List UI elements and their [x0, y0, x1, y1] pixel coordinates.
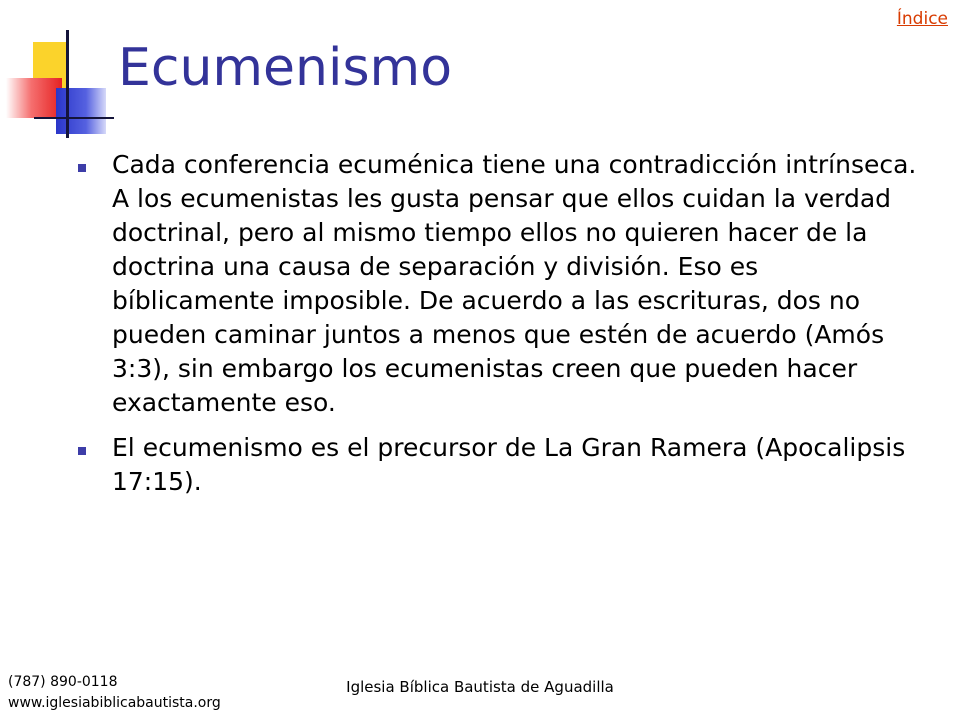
logo-blue-square: [56, 88, 106, 134]
square-bullet-icon: [78, 447, 86, 455]
footer-phone: (787) 890-0118: [8, 674, 118, 690]
bullet-text: Cada conferencia ecuménica tiene una contradicción intrínseca. A los ecumenistas les gusta pensar que ellos cuidan la verdad doctrinal, pero al mismo tiempo ellos no quieren hacer de la doctrina una causa de separación y división. Eso es bíblicamente imposible. De acuerdo a las escrituras, dos no pueden caminar juntos a menos que estén de acuerdo (Amós 3:3), sin embargo los ecumenistas creen que pueden hacer exactamente eso.: [112, 150, 917, 417]
slide-title: Ecumenismo: [118, 38, 453, 98]
footer-contact: [8, 672, 221, 714]
bullet-text: El ecumenismo es el precursor de La Gran Ramera (Apocalipsis 17:15).: [112, 433, 906, 496]
square-bullet-icon: [78, 164, 86, 172]
footer-website: www.iglesiabiblicabautista.org: [8, 695, 221, 711]
list-item: [78, 431, 918, 499]
logo-red-square: [6, 78, 62, 118]
index-link[interactable]: Índice: [896, 9, 948, 29]
decorative-squares-logo-icon: [0, 0, 120, 150]
bullet-list: [78, 148, 918, 510]
list-item: [78, 148, 918, 420]
logo-vertical-line: [66, 30, 69, 138]
logo-horizontal-line: [34, 117, 114, 119]
footer-church-name: Iglesia Bíblica Bautista de Aguadilla: [346, 678, 614, 696]
